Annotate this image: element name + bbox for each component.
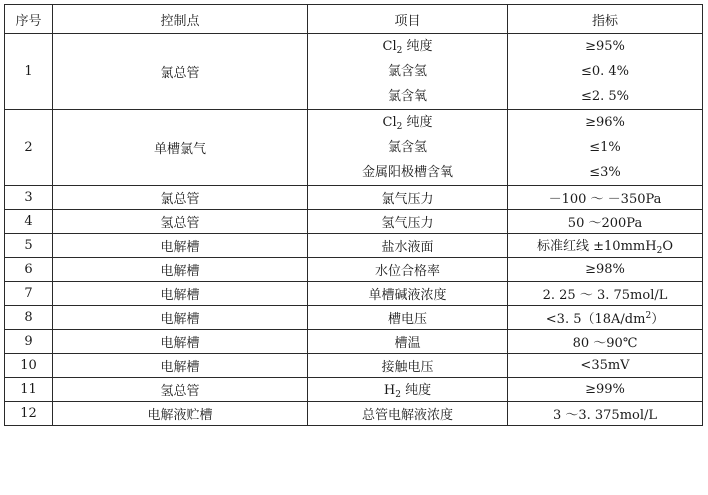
- header-index: 序号: [5, 5, 53, 34]
- control-indicators-table: [4, 4, 703, 426]
- table-row: [5, 402, 703, 426]
- row-spec: －100 ～ －350Pa: [508, 186, 703, 210]
- table-row: [5, 110, 703, 186]
- row-item: 金属阳极槽含氧: [361, 165, 453, 180]
- row-control-point: 单槽氯气: [53, 110, 308, 186]
- row-item: 盐水液面: [308, 234, 508, 258]
- row-item: $Cl_2$ 纯度: [382, 115, 433, 132]
- row-control-point: 电解槽: [53, 306, 308, 330]
- row-control-point: 电解槽: [53, 258, 308, 282]
- row-item: 氢气压力: [308, 210, 508, 234]
- row-item: 槽温: [308, 330, 508, 354]
- row-spec: 80 ～90℃: [508, 330, 703, 354]
- row-spec: ≤0. 4%: [580, 64, 630, 79]
- row-index: 7: [5, 282, 53, 306]
- header-item: 项目: [308, 5, 508, 34]
- row-index: 9: [5, 330, 53, 354]
- header-control-point: 控制点: [53, 5, 308, 34]
- row-index: 8: [5, 306, 53, 330]
- row-control-point: 电解槽: [53, 234, 308, 258]
- row-item: 氯含氢: [387, 140, 427, 155]
- row-spec: 标准红线 ±10mmH$_2$O: [508, 234, 703, 258]
- table-row: [5, 210, 703, 234]
- row-spec: <3. $5(18A/dm^2)$: [508, 306, 703, 330]
- row-item: 水位合格率: [308, 258, 508, 282]
- row-spec: 3 ～3. 375mol/L: [508, 402, 703, 426]
- table-row: [5, 282, 703, 306]
- row-index: 4: [5, 210, 53, 234]
- table-header-row: [5, 5, 703, 34]
- row-index: 6: [5, 258, 53, 282]
- row-control-point: 氢总管: [53, 378, 308, 402]
- row-spec: ≥95%: [585, 39, 625, 54]
- row-spec: <35mV: [508, 354, 703, 378]
- row-spec-cell: [508, 34, 703, 110]
- row-spec: ≤2. 5%: [580, 89, 630, 104]
- row-spec: ≤3%: [589, 165, 621, 180]
- row-spec: ≥99%: [508, 378, 703, 402]
- row-index: 1: [5, 34, 53, 110]
- row-control-point: 氢总管: [53, 210, 308, 234]
- row-item: $H_2$ 纯度: [308, 378, 508, 402]
- header-spec: 指标: [508, 5, 703, 34]
- row-spec: ≥96%: [585, 115, 625, 130]
- row-index: 3: [5, 186, 53, 210]
- row-spec: 50 ～200Pa: [508, 210, 703, 234]
- table-row: [5, 258, 703, 282]
- table-row: [5, 306, 703, 330]
- row-spec-cell: [508, 110, 703, 186]
- row-item: 氯含氧: [387, 89, 427, 104]
- table-row: [5, 354, 703, 378]
- row-item: 槽电压: [308, 306, 508, 330]
- row-control-point: 电解槽: [53, 330, 308, 354]
- row-index: 10: [5, 354, 53, 378]
- row-control-point: 电解槽: [53, 354, 308, 378]
- table-row: [5, 330, 703, 354]
- control-indicators-table-wrapper: [4, 4, 702, 426]
- row-control-point: 氯总管: [53, 34, 308, 110]
- table-row: [5, 34, 703, 110]
- row-item: 氯气压力: [308, 186, 508, 210]
- row-index: 5: [5, 234, 53, 258]
- row-item: 氯含氢: [387, 64, 427, 79]
- row-index: 12: [5, 402, 53, 426]
- row-control-point: 氯总管: [53, 186, 308, 210]
- row-index: 11: [5, 378, 53, 402]
- row-item: 总管电解液浓度: [308, 402, 508, 426]
- row-control-point: 电解槽: [53, 282, 308, 306]
- row-item-cell: [308, 110, 508, 186]
- table-row: [5, 186, 703, 210]
- row-spec: 2. 25 ～ 3. 75mol/L: [508, 282, 703, 306]
- row-item: $Cl_2$ 纯度: [382, 39, 433, 56]
- row-item: 单槽碱液浓度: [308, 282, 508, 306]
- table-row: [5, 378, 703, 402]
- row-spec: ≤1%: [589, 140, 621, 155]
- row-control-point: 电解液贮槽: [53, 402, 308, 426]
- row-index: 2: [5, 110, 53, 186]
- row-spec: ≥98%: [508, 258, 703, 282]
- row-item: 接触电压: [308, 354, 508, 378]
- row-item-cell: [308, 34, 508, 110]
- table-row: [5, 234, 703, 258]
